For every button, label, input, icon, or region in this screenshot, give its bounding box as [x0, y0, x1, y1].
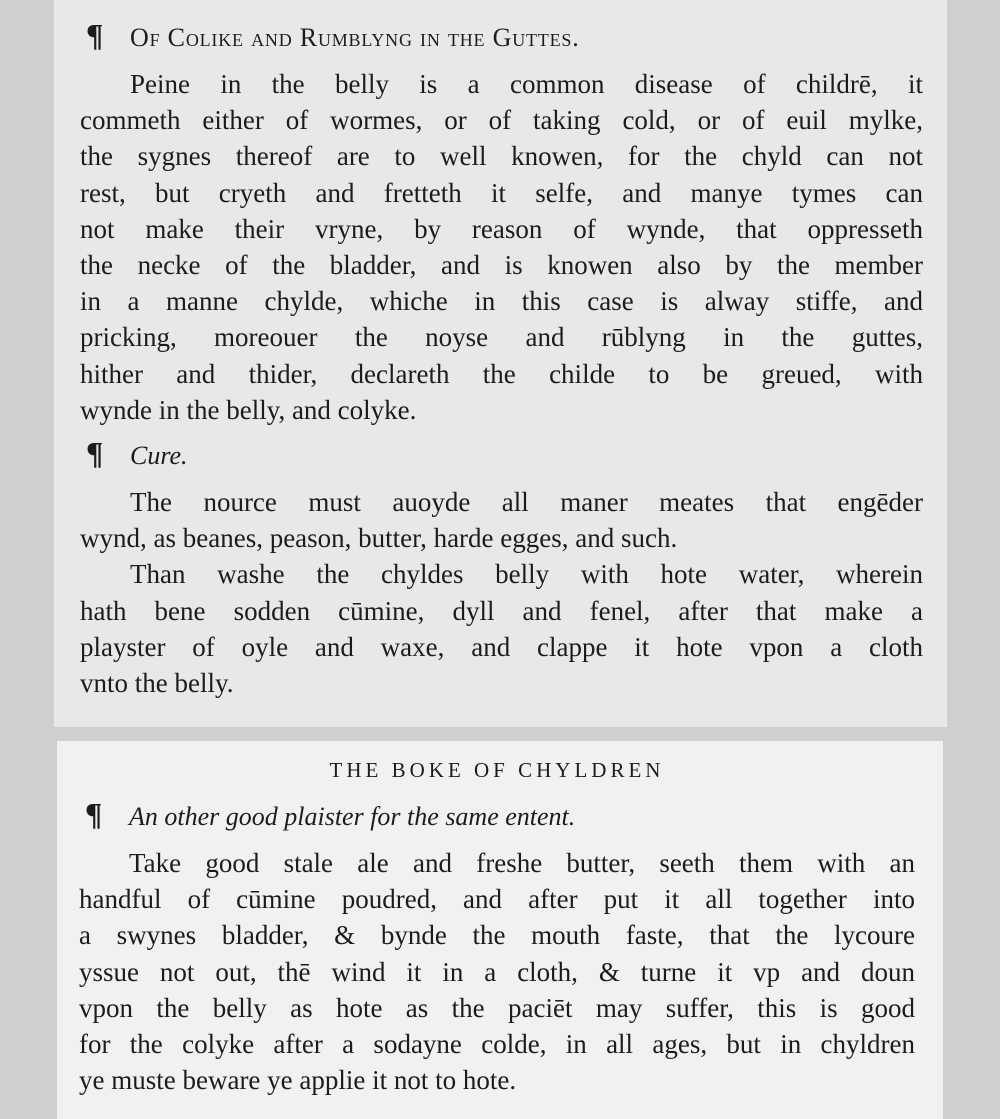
text-line: Take good stale ale and freshe butter, seeth them with an	[129, 848, 915, 878]
text-line: hath bene sodden cūmine, dyll and fenel, after that make a	[80, 595, 923, 626]
pilcrow-icon: ¶	[85, 796, 103, 832]
cure-paragraph-1	[80, 484, 923, 556]
text-line: wynd, as beanes, peason, butter, harde egges, and such.	[80, 523, 678, 554]
running-head: THE BOKE OF CHYLDREN	[329, 758, 665, 782]
text-line: The nource must auoyde all maner meates that engēder	[130, 487, 923, 518]
colike-paragraph	[80, 66, 923, 428]
text-line: a swynes bladder, & bynde the mouth faste, that the lycoure	[79, 920, 915, 951]
text-line: Peine in the belly is a common disease of childrē, it	[130, 69, 923, 99]
text-line: for the colyke after a sodayne colde, in all ages, but in chyldren	[79, 1029, 915, 1060]
text-line: playster of oyle and waxe, and clappe it hote vpon a cloth	[80, 631, 923, 662]
pilcrow-icon: ¶	[86, 435, 104, 472]
plaister-paragraph	[79, 845, 915, 1098]
text-line: vpon the belly as hote as the paciēt may suffer, this is good	[79, 992, 915, 1023]
bottom-page-scan	[57, 741, 943, 1119]
text-line: rest, but cryeth and fretteth it selfe, and manye tymes can	[80, 177, 923, 208]
text-line: Than washe the chyldes belly with hote water, wherein	[130, 559, 923, 590]
top-page-scan	[54, 0, 947, 727]
text-line: the necke of the bladder, and is knowen also by the member	[80, 250, 923, 281]
section-heading-text: An other good plaister for the same entent.	[129, 802, 576, 831]
text-line: vnto the belly.	[80, 668, 234, 699]
cure-heading	[86, 436, 923, 476]
pilcrow-icon: ¶	[86, 17, 104, 53]
section-heading-text: Of Colike and Rumblyng in the Guttes.	[130, 23, 580, 52]
section-heading-colike	[86, 18, 923, 58]
text-line: handful of cūmine poudred, and after put it all together into	[79, 884, 915, 915]
text-line: wynde in the belly, and colyke.	[80, 394, 417, 425]
section-heading-plaister	[85, 797, 915, 837]
text-line: yssue not out, thē wind it in a cloth, & turne it vp and doun	[79, 956, 915, 987]
text-line: ye muste beware ye applie it not to hote.	[79, 1065, 517, 1096]
text-line: pricking, moreouer the noyse and rūblyng in the guttes,	[80, 322, 923, 353]
cure-heading-text: Cure.	[130, 441, 188, 471]
text-line: commeth either of wormes, or of taking cold, or of euil mylke,	[80, 105, 923, 136]
text-line: not make their vryne, by reason of wynde, that oppresseth	[80, 213, 923, 244]
text-line: hither and thider, declareth the childe to be greued, with	[80, 358, 923, 389]
text-line: in a manne chylde, whiche in this case is alway stiffe, and	[80, 286, 923, 317]
cure-paragraph-2	[80, 556, 923, 701]
text-line: the sygnes thereof are to well knowen, for the chyld can not	[80, 141, 923, 172]
